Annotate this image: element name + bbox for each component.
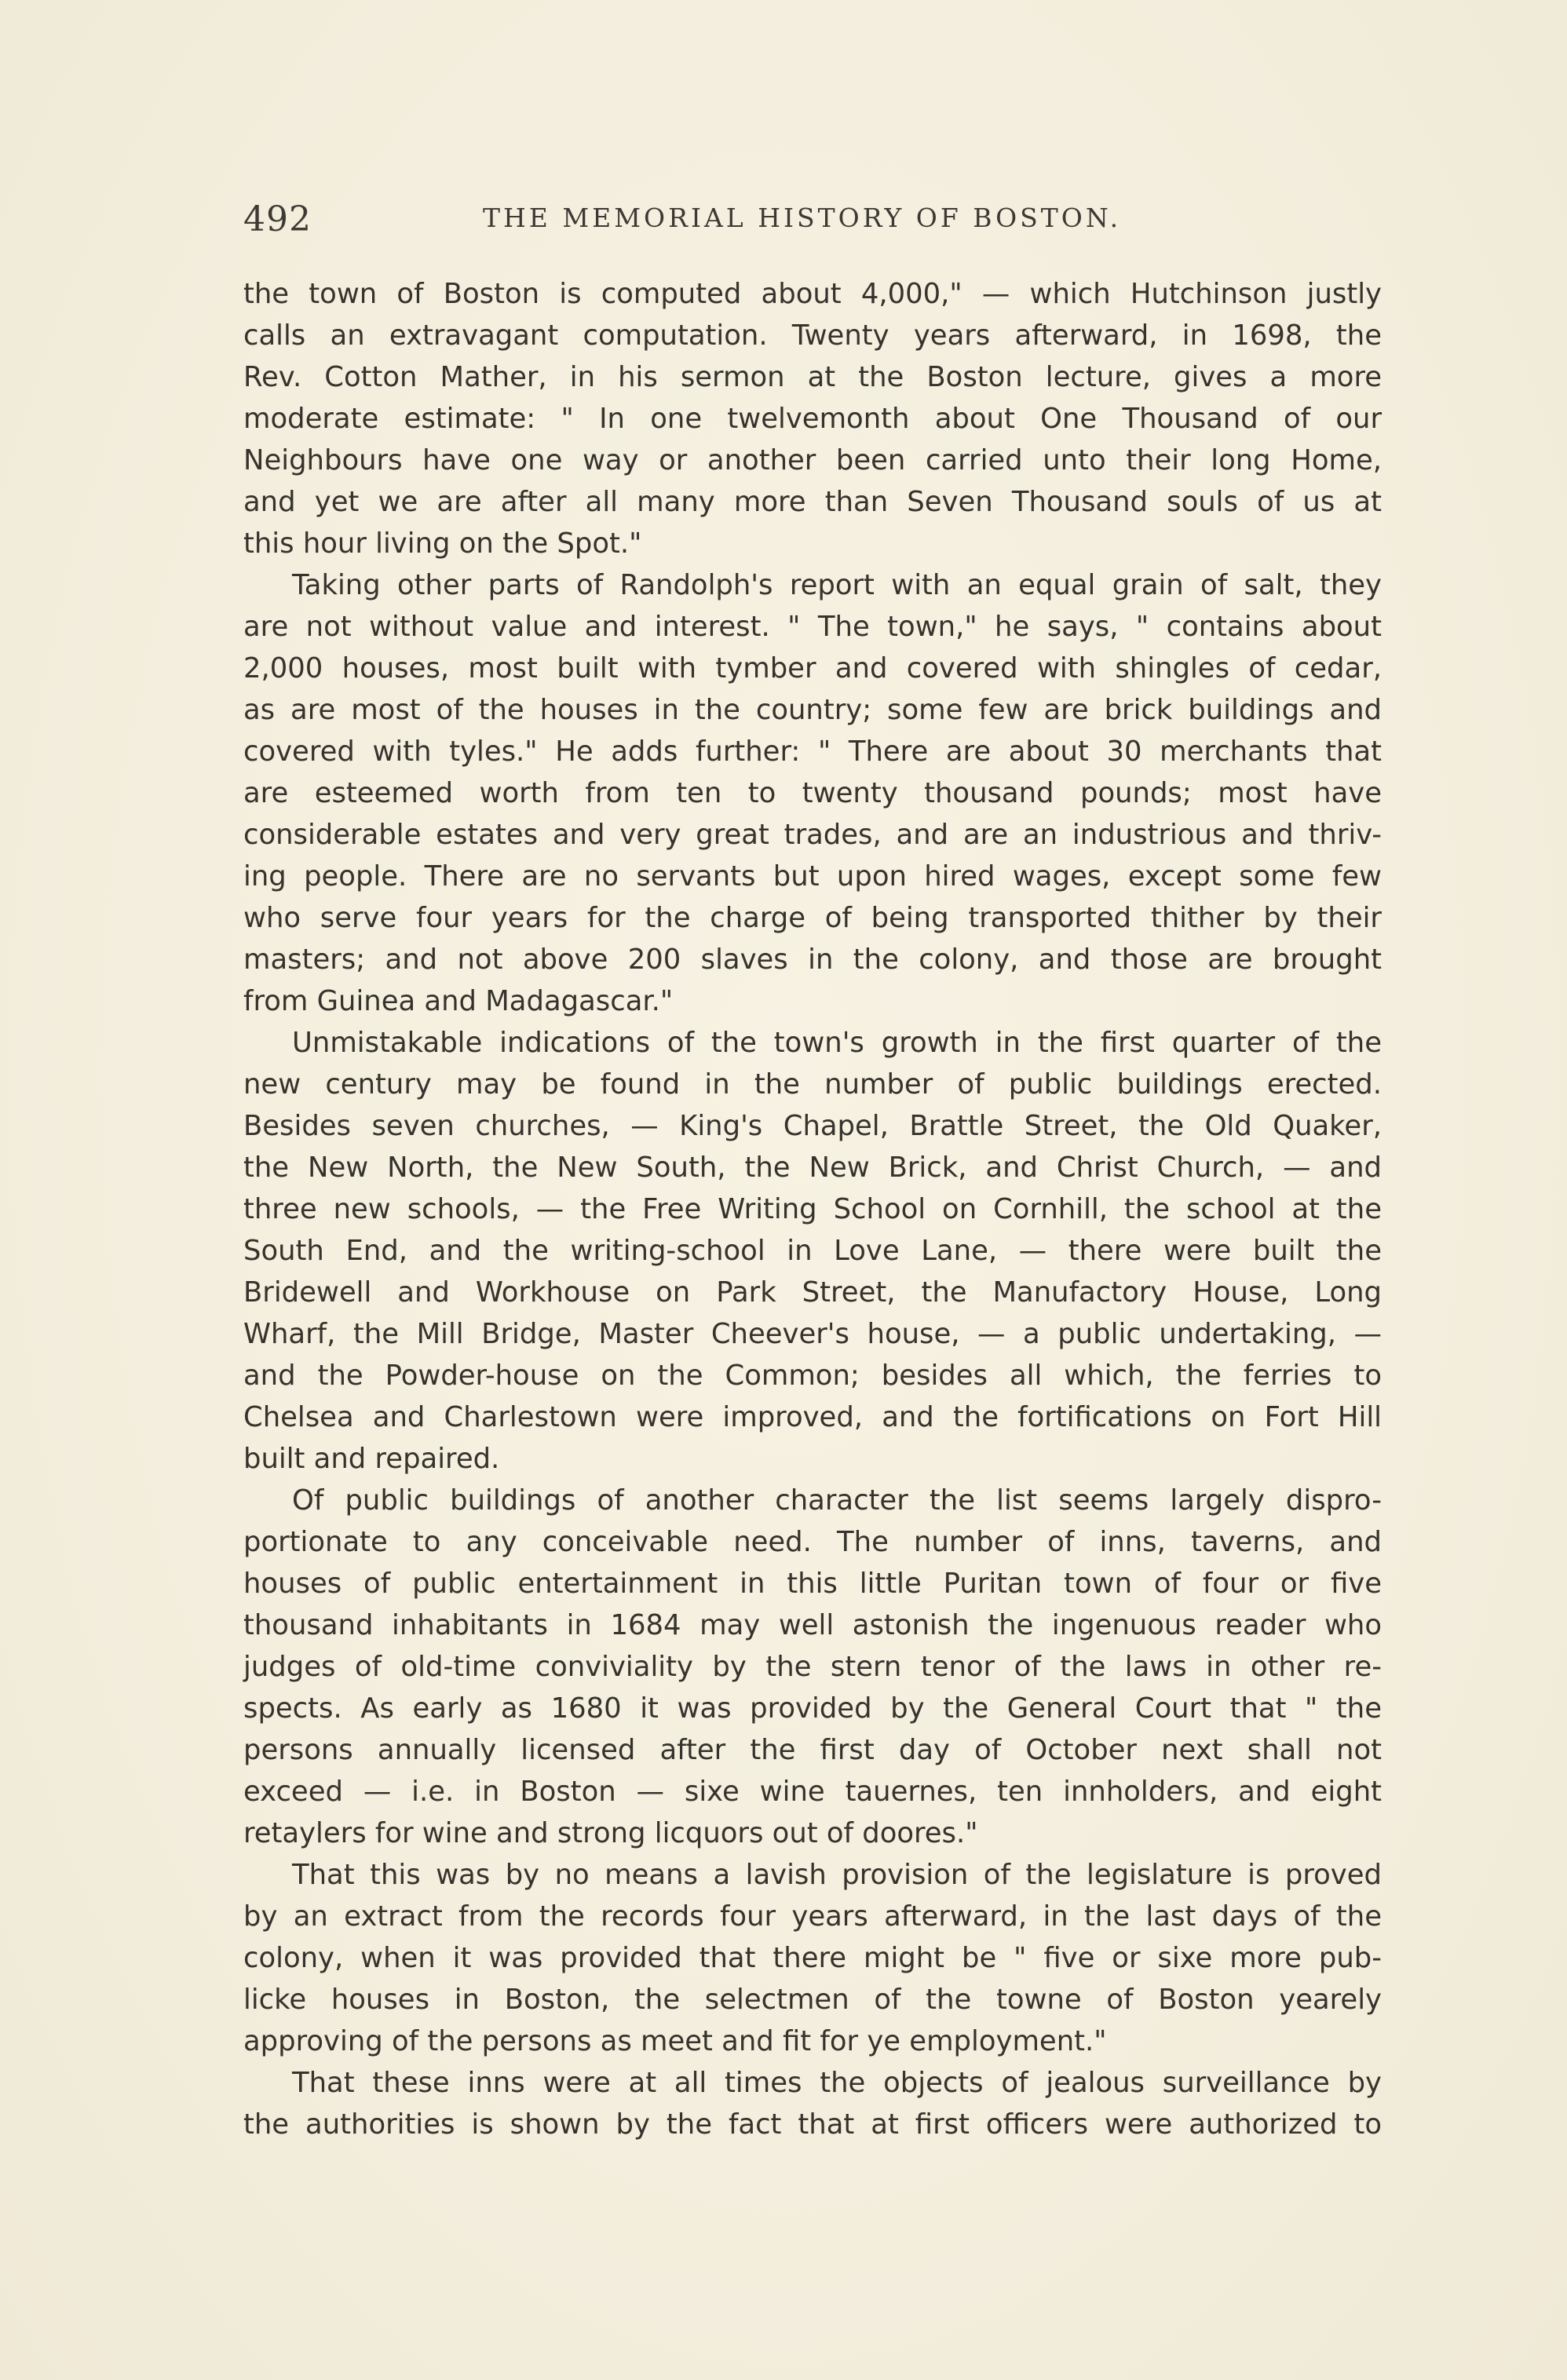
text-line: That these inns were at all times the objects of jealous surveillance by [292, 2067, 1382, 2099]
body-text [243, 273, 1382, 2145]
text-line: thousand inhabitants in 1684 may well astonish the ingenuous reader who [243, 1609, 1382, 1641]
text-line: the authorities is shown by the fact that at first officers were authorized to [243, 2108, 1382, 2141]
text-line: the New North, the New South, the New Brick, and Christ Church, — and [243, 1152, 1382, 1184]
text-line: judges of old-time conviviality by the stern tenor of the laws in other re- [243, 1651, 1382, 1683]
text-line: as are most of the houses in the country; some few are brick buildings and [243, 694, 1382, 726]
text-line: and yet we are after all many more than Seven Thousand souls of us at [243, 486, 1382, 518]
text-line: Chelsea and Charlestown were improved, and the fortifications on Fort Hill [243, 1401, 1382, 1433]
text-line: spects. As early as 1680 it was provided by the General Court that " the [243, 1692, 1382, 1725]
paragraph [243, 1480, 1382, 1854]
paragraph [243, 1854, 1382, 2062]
text-line: houses of public entertainment in this little Puritan town of four or five [243, 1568, 1382, 1600]
text-line: portionate to any conceivable need. The number of inns, taverns, and [243, 1526, 1382, 1558]
text-line: Besides seven churches, — King's Chapel, Brattle Street, the Old Quaker, [243, 1110, 1382, 1142]
paragraph [243, 2062, 1382, 2145]
paragraph [243, 1022, 1382, 1480]
paragraph [243, 564, 1382, 1022]
paragraph [243, 273, 1382, 564]
text-line: licke houses in Boston, the selectmen of the towne of Boston yearely [243, 1984, 1382, 2016]
text-line: the town of Boston is computed about 4,000," — which Hutchinson justly [243, 278, 1382, 310]
text-line: Rev. Cotton Mather, in his sermon at the Boston lecture, gives a more [243, 361, 1382, 393]
text-line: covered with tyles." He adds further: " There are about 30 merchants that [243, 736, 1382, 768]
text-line: approving of the persons as meet and fit for ye employment." [243, 2025, 1107, 2057]
text-line: by an extract from the records four years afterward, in the last days of the [243, 1900, 1382, 1933]
text-line: considerable estates and very great trades, and are an industrious and thriv- [243, 819, 1382, 851]
text-line: Neighbours have one way or another been carried unto their long Home, [243, 444, 1382, 476]
running-title: THE MEMORIAL HISTORY OF BOSTON. [483, 203, 1122, 233]
text-line: colony, when it was provided that there might be " five or sixe more pub- [243, 1942, 1382, 1974]
text-line: Bridewell and Workhouse on Park Street, the Manufactory House, Long [243, 1276, 1382, 1309]
text-line: That this was by no means a lavish provision of the legislature is proved [292, 1859, 1382, 1891]
text-line: Wharf, the Mill Bridge, Master Cheever's house, — a public undertaking, — [243, 1318, 1382, 1350]
text-line: masters; and not above 200 slaves in the colony, and those are brought [243, 944, 1382, 976]
text-line: are esteemed worth from ten to twenty thousand pounds; most have [243, 777, 1382, 809]
text-line: 2,000 houses, most built with tymber and covered with shingles of cedar, [243, 652, 1382, 684]
text-line: three new schools, — the Free Writing School on Cornhill, the school at the [243, 1193, 1382, 1225]
text-line: calls an extravagant computation. Twenty years afterward, in 1698, the [243, 319, 1382, 352]
text-line: Taking other parts of Randolph's report with an equal grain of salt, they [292, 569, 1382, 601]
text-line: this hour living on the Spot." [243, 527, 642, 560]
page-header [243, 195, 1382, 242]
text-line: South End, and the writing-school in Love Lane, — there were built the [243, 1235, 1382, 1267]
text-line: and the Powder-house on the Common; besides all which, the ferries to [243, 1360, 1382, 1392]
text-line: retaylers for wine and strong licquors out of doores." [243, 1817, 978, 1849]
text-line: moderate estimate: " In one twelvemonth about One Thousand of our [243, 403, 1382, 435]
text-line: are not without value and interest. " The town," he says, " contains about [243, 611, 1382, 643]
text-line: from Guinea and Madagascar." [243, 985, 674, 1017]
text-line: exceed — i.e. in Boston — sixe wine tauernes, ten innholders, and eight [243, 1776, 1382, 1808]
page-number: 492 [243, 199, 312, 239]
text-line: built and repaired. [243, 1443, 500, 1475]
text-line: persons annually licensed after the first day of October next shall not [243, 1734, 1382, 1766]
text-line: who serve four years for the charge of being transported thither by their [243, 902, 1382, 934]
text-line: ing people. There are no servants but upon hired wages, except some few [243, 860, 1382, 892]
text-line: Of public buildings of another character the list seems largely dispro- [292, 1484, 1382, 1517]
text-line: new century may be found in the number of public buildings erected. [243, 1068, 1382, 1101]
text-line: Unmistakable indications of the town's growth in the first quarter of the [292, 1027, 1382, 1059]
